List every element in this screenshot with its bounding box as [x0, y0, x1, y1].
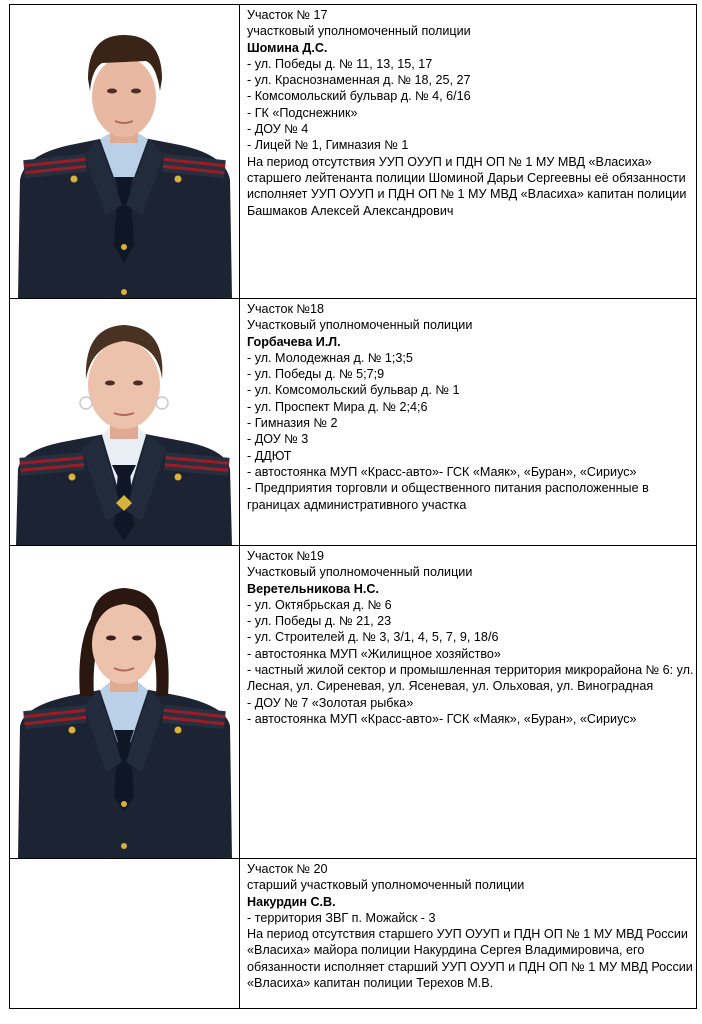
plot-number: Участок № 20 — [247, 862, 328, 876]
officer-name: Накурдин С.В. — [247, 894, 336, 909]
area-line: - частный жилой сектор и промышленная территория микрорайона № 6: ул. Лесная, ул. Сиреневая, ул. Ясеневая, ул. Ольховая, ул. Виноградная — [247, 663, 694, 694]
officer-role: старший участковый уполномоченный полиции — [247, 878, 525, 893]
area-line: - ул. Краснознаменная д. № 18, 25, 27 — [247, 73, 471, 88]
portrait-cell — [10, 5, 240, 299]
officer-name: Веретельникова Н.С. — [247, 581, 379, 596]
entry-row — [10, 5, 697, 299]
officer-role: Участковый уполномоченный полиции — [247, 565, 473, 580]
portrait-cell — [10, 299, 240, 546]
area-line: - ул. Комсомольский бульвар д. № 1 — [247, 383, 460, 398]
area-line: - ул. Проспект Мира д. № 2;4;6 — [247, 399, 428, 414]
area-line: - Лицей № 1, Гимназия № 1 — [247, 138, 409, 153]
plot-number: Участок №19 — [247, 549, 325, 563]
district-officers-table — [9, 4, 697, 1009]
area-line: - ул. Победы д. № 11, 13, 15, 17 — [247, 56, 433, 71]
plot-number: Участок №18 — [247, 302, 325, 316]
entry-info — [240, 859, 697, 1009]
entry-row — [10, 299, 697, 546]
portrait-photo — [10, 299, 239, 545]
officer-name: Горбачева И.Л. — [247, 334, 341, 349]
area-line: - ул. Октябрьская д. № 6 — [247, 597, 392, 612]
area-line: - ГК «Подснежник» — [247, 105, 358, 120]
area-line: - ДОУ № 3 — [247, 432, 309, 447]
officer-role: участковый уполномоченный полиции — [247, 24, 471, 39]
officer-role: Участковый уполномоченный полиции — [247, 318, 473, 333]
area-line: - автостоянка МУП «Красс-авто»- ГСК «Маяк», «Буран», «Сириус» — [247, 464, 637, 479]
area-line: - ул. Победы д. № 5;7;9 — [247, 367, 385, 382]
entry-info — [240, 299, 697, 546]
area-line: - территория ЗВГ п. Можайск - 3 — [247, 910, 436, 925]
area-line: - Комсомольский бульвар д. № 4, 6/16 — [247, 89, 471, 104]
portrait-photo — [10, 546, 239, 858]
area-line: - ул. Победы д. № 21, 23 — [247, 614, 392, 629]
area-line: - ДОУ № 4 — [247, 122, 309, 137]
area-line: - ул. Молодежная д. № 1;3;5 — [247, 350, 413, 365]
portrait-cell-empty — [10, 859, 240, 1009]
portrait-photo — [10, 5, 239, 298]
portrait-cell — [10, 546, 240, 859]
substitute-note: На период отсутствия старшего УУП ОУУП и ПДН ОП № 1 МУ МВД России «Власиха» майора полиции Накурдина Сергея Владимировича, его обязанности исполняет старший УУП ОУУП и ПДН ОП № 1 МУ МВД России «Власиха» капитан полиции Терехов М.В. — [247, 927, 693, 991]
entry-row — [10, 859, 697, 1009]
area-line: - ул. Строителей д. № 3, 3/1, 4, 5, 7, 9, 18/6 — [247, 630, 499, 645]
plot-number: Участок № 17 — [247, 8, 328, 22]
area-line: - ДДЮТ — [247, 448, 292, 463]
entry-row — [10, 546, 697, 859]
area-line: - автостоянка МУП «Красс-авто»- ГСК «Маяк», «Буран», «Сириус» — [247, 711, 637, 726]
area-line: - Гимназия № 2 — [247, 416, 338, 431]
entry-info — [240, 546, 697, 859]
substitute-note: На период отсутствия УУП ОУУП и ПДН ОП № 1 МУ МВД «Власиха» старшего лейтенанта полиции Шоминой Дарьи Сергеевны её обязанности исполняет УУП ОУУП и ПДН ОП № 1 МУ МВД «Власиха» капитан полиции Башмаков Алексей Александрович — [247, 154, 687, 218]
officer-name: Шомина Д.С. — [247, 40, 328, 55]
area-line: - Предприятия торговли и общественного питания расположенные в границах административного участка — [247, 481, 649, 512]
area-line: - ДОУ № 7 «Золотая рыбка» — [247, 695, 414, 710]
area-line: - автостоянка МУП «Жилищное хозяйство» — [247, 646, 501, 661]
entry-info — [240, 5, 697, 299]
